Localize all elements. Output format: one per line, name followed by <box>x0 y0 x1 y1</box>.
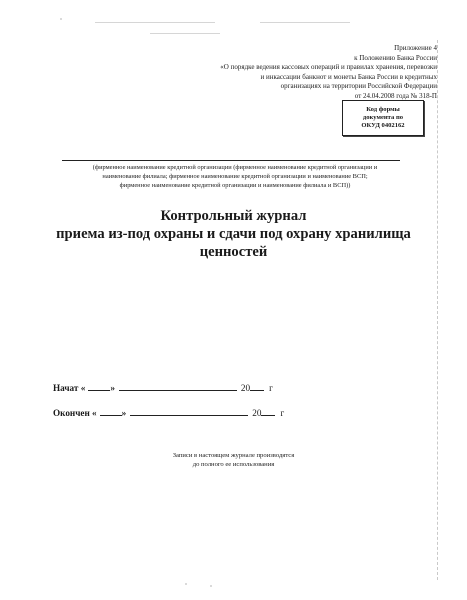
scan-artifact <box>95 22 215 23</box>
title-line: ценностей <box>199 244 268 260</box>
appendix-line: к Положению Банка России <box>354 53 437 62</box>
end-year-suffix: г <box>280 408 285 418</box>
scan-artifact <box>150 33 220 34</box>
start-month-blank <box>119 382 237 391</box>
form-code-line: Код формы <box>366 105 400 113</box>
org-name-line <box>62 160 400 161</box>
start-year-prefix: 20 <box>240 383 251 393</box>
scan-artifact <box>260 22 350 23</box>
start-day-blank <box>88 382 110 391</box>
end-day-blank <box>100 407 122 416</box>
end-month-blank <box>130 407 248 416</box>
appendix-line: и инкассации банкнот и монеты Банка России в кредитных <box>260 72 437 81</box>
appendix-line: от 24.04.2008 года № 318-П <box>354 91 437 100</box>
usage-note-line: до полного ее использования <box>192 461 275 468</box>
org-name-caption <box>56 163 414 190</box>
usage-note <box>140 451 327 469</box>
appendix-line: «О порядке ведения кассовых операций и правилах хранения, перевозки <box>220 63 437 72</box>
form-code-line: ОКУД 0402162 <box>361 122 405 130</box>
appendix-line: Приложение 4 <box>394 44 437 52</box>
form-code-box <box>342 100 424 136</box>
scan-artifact <box>60 18 62 20</box>
scan-edge <box>437 40 438 580</box>
title-line: Контрольный журнал <box>160 208 307 224</box>
appendix-line: организациях на территории Российской Федерации <box>280 82 437 91</box>
quote-close: » <box>121 408 127 418</box>
start-date-row <box>53 382 273 393</box>
end-date-label: Окончен « <box>53 408 97 418</box>
end-year-blank <box>261 407 275 416</box>
end-date-row <box>53 407 284 418</box>
usage-note-line: Записи в настоящем журнале производятся <box>172 452 295 459</box>
end-year-prefix: 20 <box>252 408 262 418</box>
scan-artifact <box>210 585 212 587</box>
org-caption-line: наименование филиала; фирменное наименование кредитной организации и наименование ВСП; <box>102 173 368 180</box>
appendix-header <box>177 44 437 102</box>
start-date-label: Начат « <box>53 383 86 393</box>
org-caption-line: фирменное наименование кредитной организации и наименование филиала и ВСП)) <box>119 182 351 189</box>
form-code-line: документа по <box>362 113 404 121</box>
document-title <box>20 207 447 261</box>
start-year-blank <box>250 382 264 391</box>
quote-close: » <box>110 383 115 393</box>
scan-artifact <box>185 583 187 585</box>
start-year-suffix: г <box>269 383 273 393</box>
org-caption-line: (фирменное наименование кредитной организации (фирменное наименование кредитной организации и <box>92 164 378 171</box>
title-line: приема из-под охраны и сдачи под охрану хранилища <box>56 226 411 242</box>
